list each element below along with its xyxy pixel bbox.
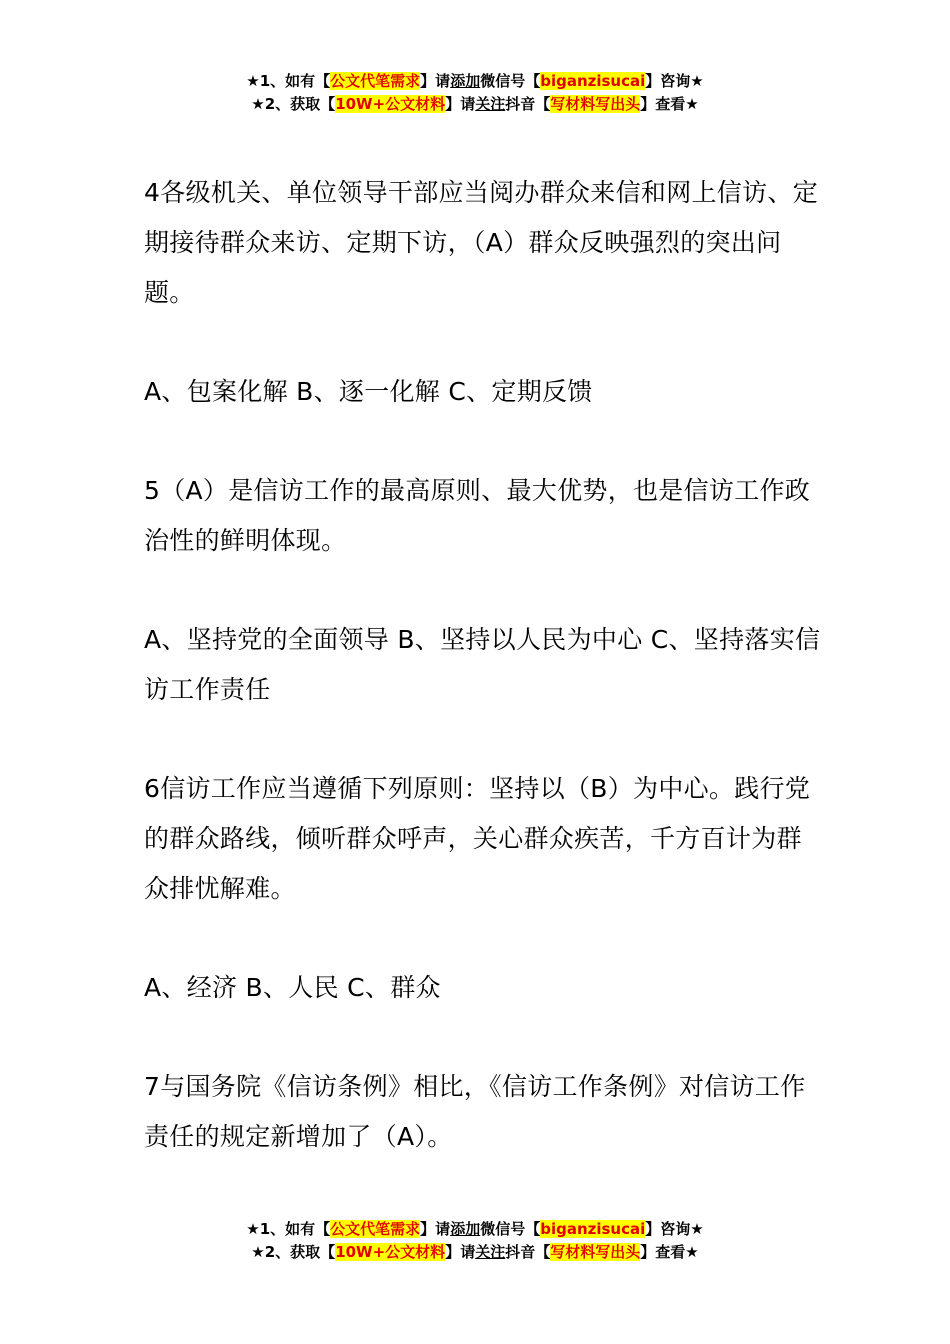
question-4: 4各级机关、单位领导干部应当阅办群众来信和网上信访、定期接待群众来访、定期下访，（A）群众反映强烈的突出问题。: [144, 178, 819, 307]
options-5: A、坚持党的全面领导 B、坚持以人民为中心 C、坚持落实信访工作责任: [144, 625, 821, 704]
highlight-text: 10W+公文材料: [335, 1243, 446, 1261]
underlined-text: 关注: [475, 1243, 506, 1261]
banner-line-2: ★2、获取【10W+公文材料】请关注抖音【写材料写出头】查看★: [251, 95, 699, 113]
banner-line-2: ★2、获取【10W+公文材料】请关注抖音【写材料写出头】查看★: [251, 1243, 699, 1261]
footer-banner: [0, 1218, 950, 1264]
underlined-text: 关注: [475, 95, 506, 113]
highlight-text: biganzisucai: [540, 72, 646, 90]
banner-line-1: ★1、如有【公文代笔需求】请添加微信号【biganzisucai】咨询★: [246, 1220, 704, 1238]
header-banner: [0, 70, 950, 116]
underlined-text: 添加: [450, 1220, 481, 1238]
options-6: A、经济 B、人民 C、群众: [144, 973, 441, 1002]
highlight-text: 写材料写出头: [550, 1243, 641, 1261]
highlight-text: biganzisucai: [540, 1220, 646, 1238]
question-5: 5（A）是信访工作的最高原则、最大优势，也是信访工作政治性的鲜明体现。: [144, 476, 811, 555]
highlight-text: 10W+公文材料: [335, 95, 446, 113]
highlight-text: 公文代笔需求: [330, 1220, 421, 1238]
document-body: [144, 168, 824, 1211]
underlined-text: 添加: [450, 72, 481, 90]
highlight-text: 写材料写出头: [550, 95, 641, 113]
question-7: 7与国务院《信访条例》相比，《信访工作条例》对信访工作责任的规定新增加了（A）。: [144, 1072, 806, 1151]
banner-line-1: ★1、如有【公文代笔需求】请添加微信号【biganzisucai】咨询★: [246, 72, 704, 90]
question-6: 6信访工作应当遵循下列原则：坚持以（B）为中心。践行党的群众路线，倾听群众呼声，关心群众疾苦，千方百计为群众排忧解难。: [144, 774, 811, 903]
options-4: A、包案化解 B、逐一化解 C、定期反馈: [144, 377, 593, 406]
highlight-text: 公文代笔需求: [330, 72, 421, 90]
